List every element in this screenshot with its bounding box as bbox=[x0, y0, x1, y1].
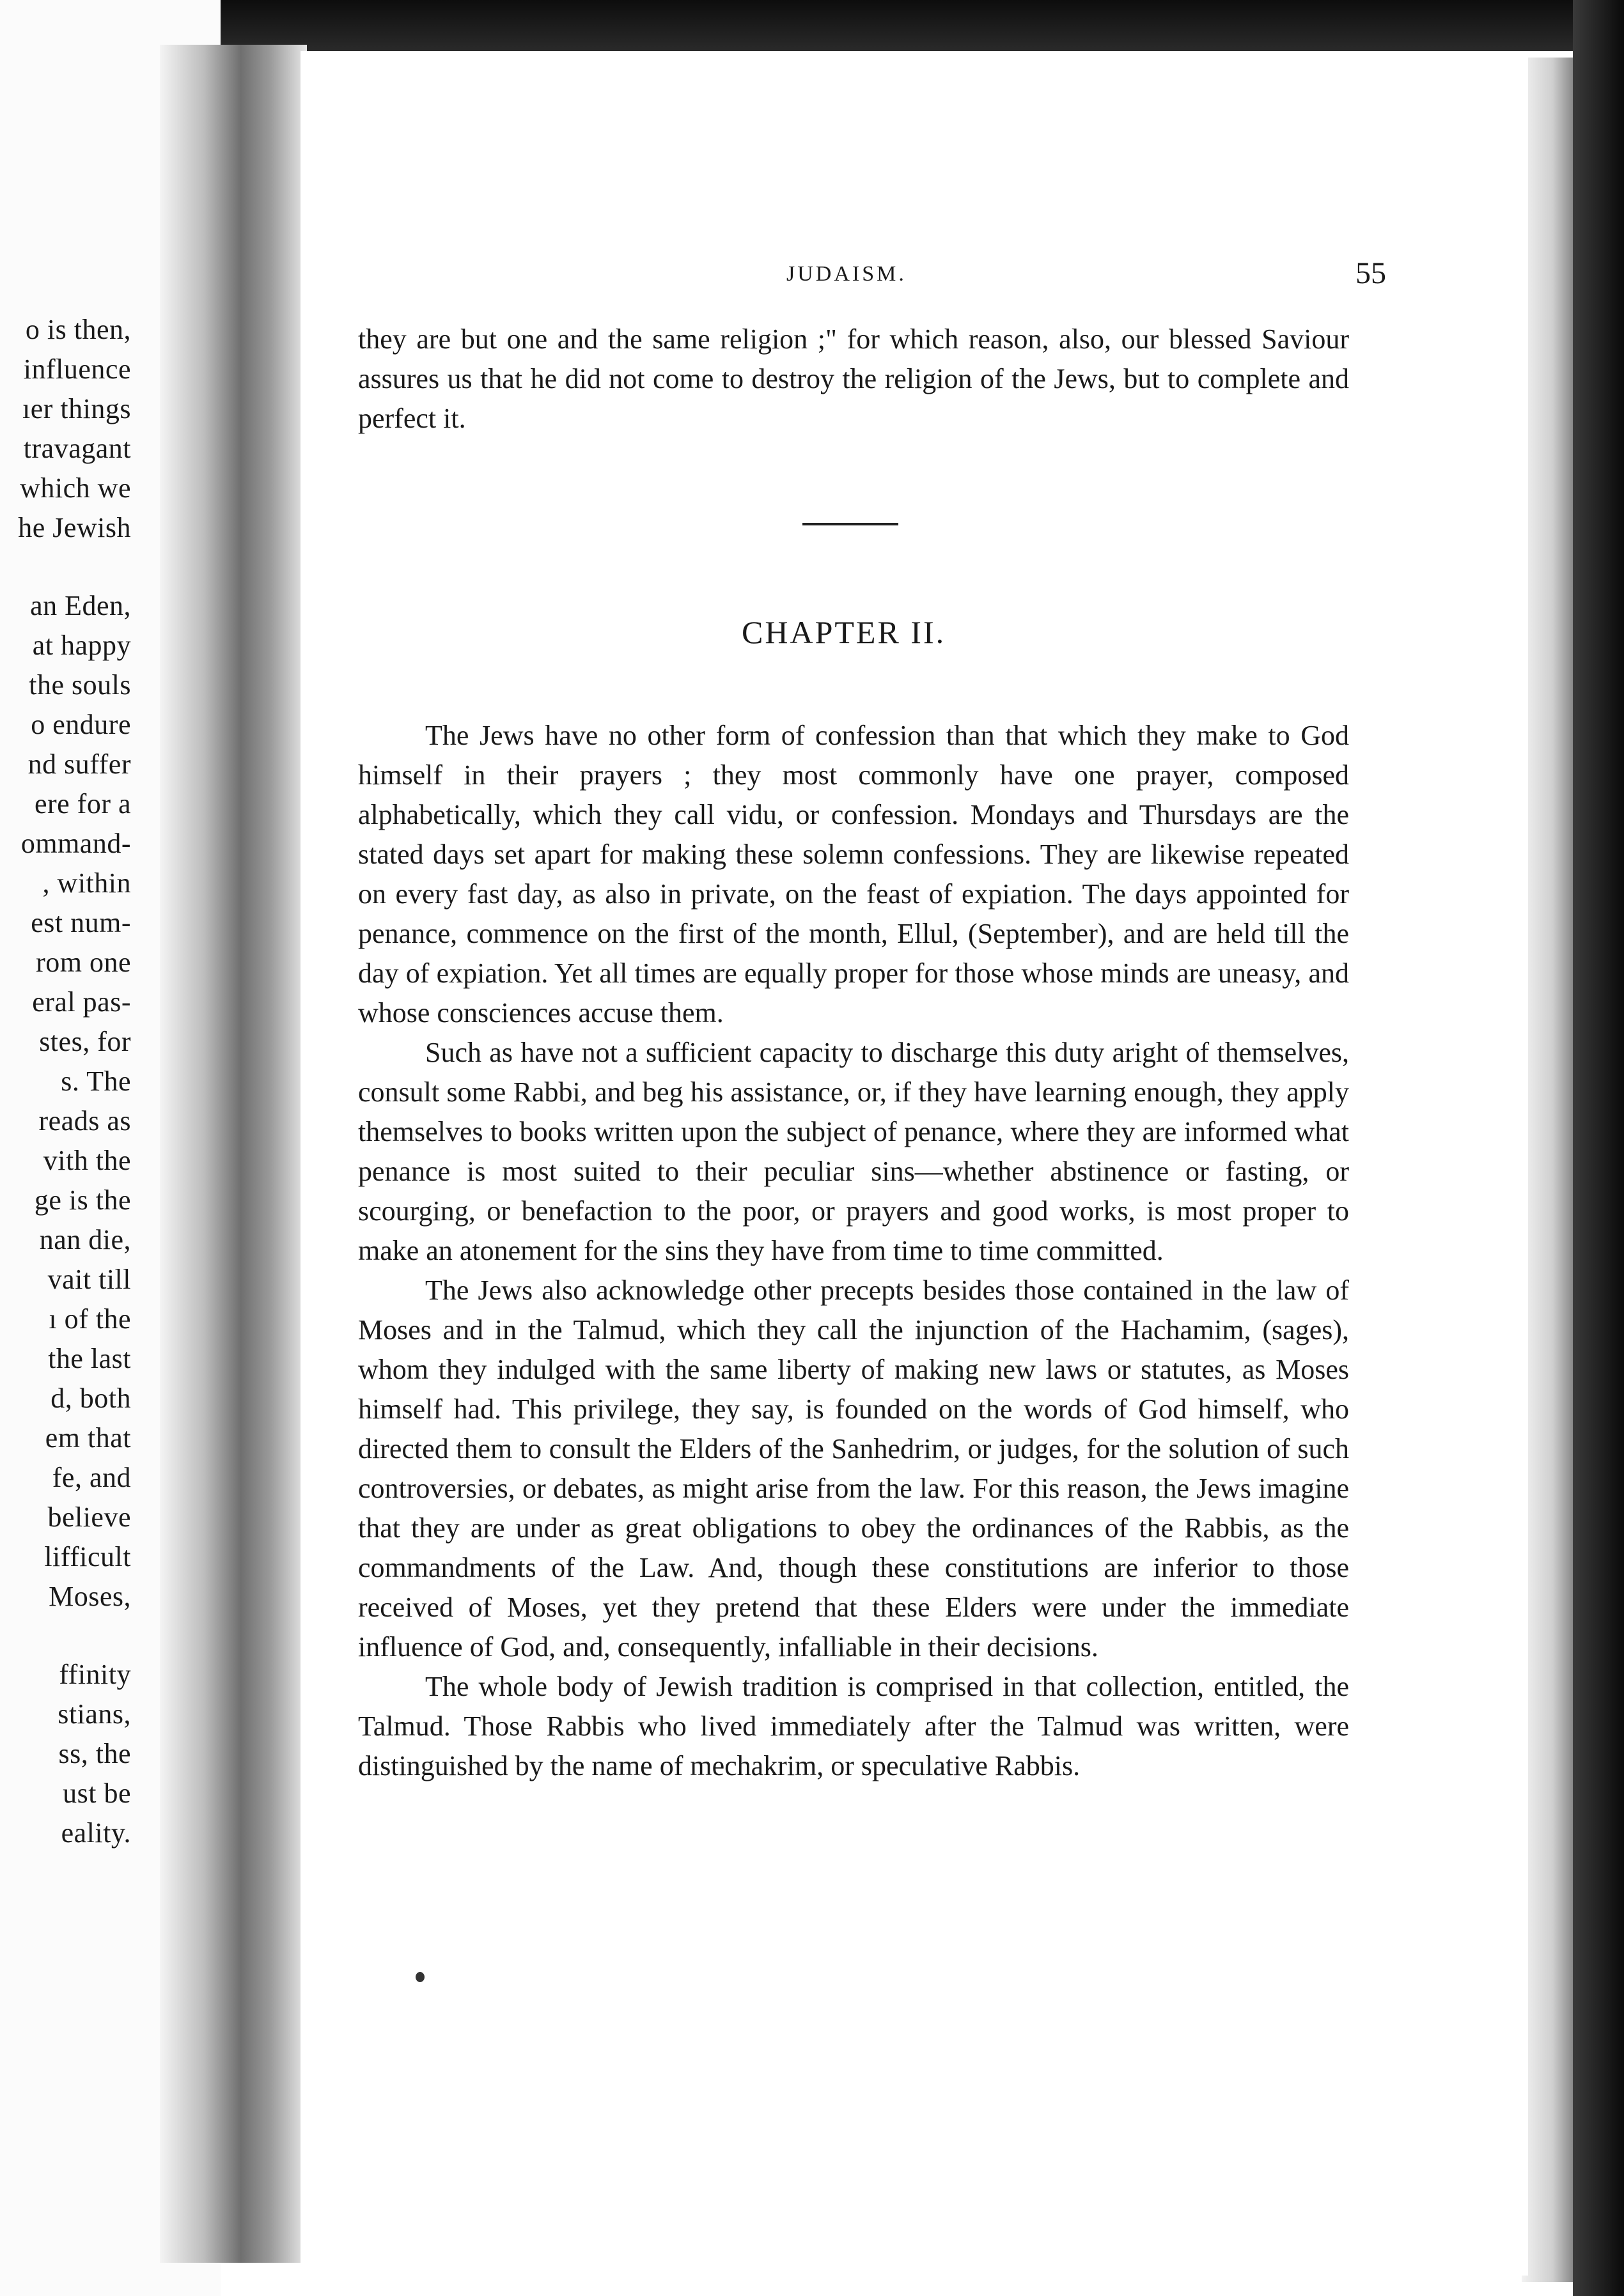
paragraph-1: The Jews have no other form of confession than that which they make to God himself in their prayers ; they most commonly have one prayer, composed alphabetically, which they call vidu, or confession. Mondays and Thursdays are the stated days set apart for making these solemn confessions. They are likewise repeated on every fast day, as also in private, on the feast of expiation. The days appointed for penance, commence on the first of the month, Ellul, (September), and are held till the day of expiation. Yet all times are equally proper for those whose minds are uneasy, and whose consciences accuse them. bbox=[358, 720, 1349, 1028]
scan-background-top bbox=[0, 0, 1624, 51]
facing-page-line: ss, the bbox=[58, 1738, 131, 1769]
running-head: JUDAISM. bbox=[786, 262, 907, 286]
facing-page-line: vith the bbox=[43, 1145, 131, 1176]
facing-page-line: ge is the bbox=[34, 1184, 131, 1216]
page-number: 55 bbox=[1355, 256, 1386, 290]
facing-page-line: ust be bbox=[63, 1778, 131, 1809]
facing-page-line: believe bbox=[47, 1501, 131, 1533]
facing-page-line: ıer things bbox=[22, 393, 131, 424]
facing-page-line: the last bbox=[48, 1343, 131, 1374]
facing-page-line: ffinity bbox=[59, 1659, 131, 1690]
page-stack-edge bbox=[1522, 58, 1573, 2282]
facing-page-line: ı of the bbox=[49, 1303, 131, 1335]
facing-page-line: reads as bbox=[38, 1105, 131, 1136]
facing-page-line: eality. bbox=[61, 1817, 131, 1849]
facing-page-line: rom one bbox=[36, 947, 131, 978]
book-gutter bbox=[160, 45, 307, 2263]
facing-page-line: vait till bbox=[47, 1264, 131, 1295]
facing-page-line: influence bbox=[23, 353, 131, 385]
facing-page-line: the souls bbox=[29, 669, 131, 701]
facing-page-line: at happy bbox=[32, 630, 131, 661]
facing-page-line: o endure bbox=[31, 709, 131, 740]
facing-page-line: which we bbox=[20, 472, 131, 504]
facing-page-line: eral pas- bbox=[32, 986, 131, 1018]
main-page bbox=[301, 51, 1528, 2276]
facing-page-line: , within bbox=[42, 867, 131, 899]
facing-page-line: stians, bbox=[58, 1698, 131, 1730]
facing-page-line: he Jewish bbox=[18, 512, 131, 543]
facing-page-line: stes, for bbox=[39, 1026, 131, 1057]
facing-page-line: an Eden, bbox=[30, 590, 131, 621]
facing-page-line: ere for a bbox=[34, 788, 131, 819]
paragraph-2: Such as have not a sufficient capacity to discharge this duty aright of themselves, consult some Rabbi, and beg his assistance, or, if they have learning enough, they apply themselves to books written upon the subject of penance, where they are informed what penance is most suited to their peculiar sins—whether abstinence or fasting, or scourging, or benefaction to the poor, or prayers and good works, is most proper to make an atonement for the sins they have from time to time committed. bbox=[358, 1037, 1349, 1266]
facing-page-line: travagant bbox=[23, 433, 131, 464]
facing-page-line: nan die, bbox=[39, 1224, 131, 1255]
scan-background-right bbox=[1573, 0, 1624, 2296]
facing-page-line: em that bbox=[45, 1422, 131, 1454]
facing-page-line: o is then, bbox=[25, 314, 131, 345]
facing-page-line: ommand- bbox=[20, 828, 131, 859]
scan-speck bbox=[416, 1972, 425, 1982]
facing-page-line: Moses, bbox=[49, 1581, 131, 1612]
carryover-text: they are but one and the same religion ;" for which reason, also, our blessed Saviour assures us that he did not come to destroy the religion of the Jews, but to complete and perfect it. bbox=[358, 323, 1349, 434]
facing-page-line: nd suffer bbox=[27, 749, 131, 780]
carryover-paragraph bbox=[358, 320, 1349, 438]
facing-page-line: d, both bbox=[51, 1383, 131, 1414]
facing-page-line: est num- bbox=[31, 907, 131, 938]
paragraph-4: The whole body of Jewish tradition is comprised in that collection, entitled, the Talmud. Those Rabbis who lived immediately after the Talmud was written, were distinguished by the name of mechakrim, or speculative Rabbis. bbox=[358, 1671, 1349, 1781]
section-divider bbox=[802, 523, 898, 525]
facing-page-line: s. The bbox=[61, 1066, 131, 1097]
chapter-body bbox=[358, 716, 1349, 1786]
chapter-title: CHAPTER II. bbox=[742, 614, 946, 650]
facing-page-line: lifficult bbox=[44, 1541, 131, 1572]
facing-page-line: fe, and bbox=[52, 1462, 131, 1493]
paragraph-3: The Jews also acknowledge other precepts besides those contained in the law of Moses and in the Talmud, which they call the injunction of the Hachamim, (sages), whom they indulged with the same liberty of making new laws or statutes, as Moses himself had. This privilege, they say, is founded on the words of God himself, who directed them to consult the Elders of the Sanhedrim, or judges, for the solution of such controversies, or debates, as might arise from the law. For this reason, the Jews imagine that they are under as great obligations to obey the ordinances of the Rabbis, as the commandments of the Law. And, though these constitutions are inferior to those received of Moses, yet they pretend that these Elders were under the immediate influence of God, and, consequently, infalliable in their decisions. bbox=[358, 1275, 1349, 1663]
